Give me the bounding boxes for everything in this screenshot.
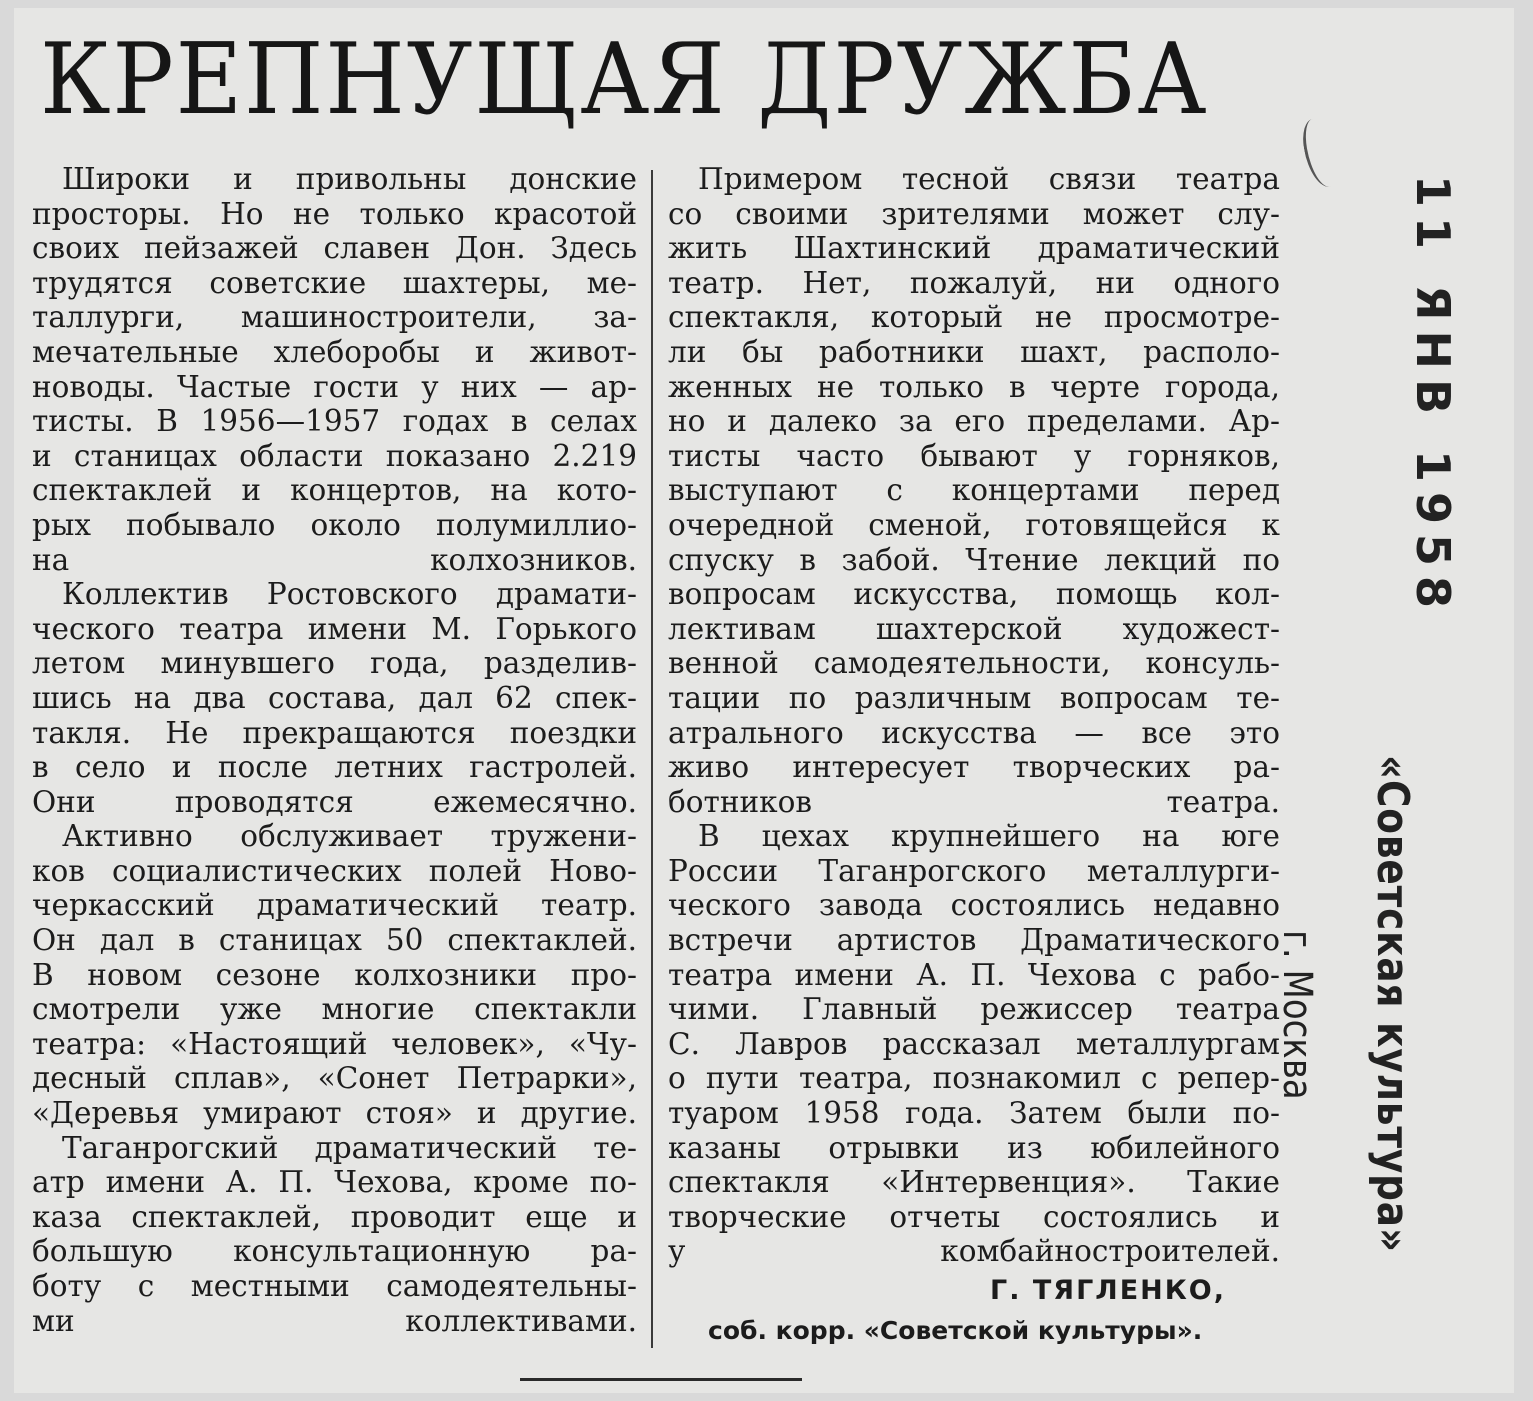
text-line: трудятся советские шахтеры, ме- [32,265,637,300]
author-name: Г. ТЯГЛЕНКО, [990,1275,1227,1306]
text-line: В цехах крупнейшего на юге [698,819,1280,854]
text-line: рых побывало около полумиллио- [32,507,637,542]
text-line: ков социалистических полей Ново- [32,853,637,888]
text-line: Широки и привольны донские [62,162,637,196]
text-line: большую консультационную ра- [32,1234,637,1269]
text-line: каза спектаклей, проводит еще и [32,1199,637,1234]
author-role: соб. корр. «Советской культуры». [708,1316,1203,1345]
newspaper-name-stamp: «Советская культура» [1367,755,1418,1253]
text-line: спектаклей и концертов, на кото- [32,473,637,508]
city-stamp: г. Москва [1274,930,1320,1100]
text-line: В новом сезоне колхозники про- [32,957,637,992]
text-line: и станицах области показано 2.219 [32,438,637,473]
text-line: «Деревья умирают стоя» и другие. [32,1096,637,1131]
text-line: десный сплав», «Сонет Петрарки», [32,1061,637,1096]
text-line: казаны отрывки из юбилейного [668,1130,1280,1165]
text-line: ботников театра. [668,784,1280,819]
text-line: венной самодеятельности, консуль- [668,646,1280,681]
text-line: такля. Не прекращаются поездки [32,715,637,750]
text-line: лективам шахтерской художест- [668,611,1280,646]
text-line: вопросам искусства, помощь кол- [668,577,1280,612]
text-line: выступают с концертами перед [668,473,1280,508]
text-line: смотрели уже многие спектакли [32,992,637,1027]
closing-rule [520,1378,802,1381]
text-line: ми коллективами. [32,1303,637,1338]
text-line: очередной сменой, готовящейся к [668,507,1280,542]
text-line: просторы. Но не только красотой [32,196,637,231]
text-line: живо интересует творческих ра- [668,750,1280,785]
text-line: шись на два состава, дал 62 спек- [32,680,637,715]
text-line: со своими зрителями может слу- [668,196,1280,231]
text-line: туаром 1958 года. Затем были по- [668,1096,1280,1131]
text-line: С. Лавров рассказал металлургам [668,1026,1280,1061]
text-line: Они проводятся ежемесячно. [32,784,637,819]
text-line: но и далеко за его пределами. Ар- [668,404,1280,439]
text-line: Коллектив Ростовского драмати- [62,577,637,612]
text-line: ли бы работники шахт, располо- [668,334,1280,369]
text-line: боту с местными самодеятельны- [32,1269,637,1303]
text-line: тисты. В 1956—1957 годах в селах [32,404,637,439]
text-line: черкасский драматический театр. [32,888,637,923]
text-line: в село и после летних гастролей. [32,750,637,785]
text-line: театра имени А. П. Чехова с рабо- [668,957,1280,992]
text-line: женных не только в черте города, [668,369,1280,404]
text-line: жить Шахтинский драматический [668,231,1280,266]
text-line: театра: «Настоящий человек», «Чу- [32,1026,637,1061]
text-line: атрального искусства — все это [668,715,1280,750]
text-line: России Таганрогского металлурги- [668,853,1280,888]
text-line: своих пейзажей славен Дон. Здесь [32,231,637,266]
article-headline: КРЕПНУЩАЯ ДРУЖБА [40,23,1209,137]
text-line: о пути театра, познакомил с репер- [668,1061,1280,1096]
text-line: у комбайностроителей. [668,1234,1280,1269]
text-line: мечательные хлеборобы и живот- [32,334,637,369]
text-line: Таганрогский драматический те- [62,1130,637,1165]
text-line: спектакля «Интервенция». Такие [668,1165,1280,1200]
text-line: новоды. Частые гости у них — ар- [32,369,637,404]
text-line: тации по различным вопросам те- [668,680,1280,715]
text-line: Примером тесной связи театра [698,162,1280,196]
text-line: атр имени А. П. Чехова, кроме по- [32,1165,637,1200]
text-line: спуску в забой. Чтение лекций по [668,542,1280,577]
text-line: ческого театра имени М. Горького [32,611,637,646]
text-line: Активно обслуживает тружени- [62,819,637,854]
article-column-right [668,162,1280,1269]
text-line: на колхозников. [32,542,637,577]
date-stamp: 11 ЯНВ 1958 [1406,175,1460,619]
text-line: тисты часто бывают у горняков, [668,438,1280,473]
text-line: спектакля, который не просмотре- [668,300,1280,335]
text-line: встречи артистов Драматического [668,923,1280,958]
text-line: чими. Главный режиссер театра [668,992,1280,1027]
column-divider [651,170,653,1348]
text-line: таллурги, машиностроители, за- [32,300,637,335]
text-line: ческого завода состоялись недавно [668,888,1280,923]
text-line: Он дал в станицах 50 спектаклей. [32,923,637,958]
text-line: летом минувшего года, разделив- [32,646,637,681]
article-column-left [32,162,637,1338]
text-line: театр. Нет, пожалуй, ни одного [668,265,1280,300]
text-line: творческие отчеты состоялись и [668,1199,1280,1234]
